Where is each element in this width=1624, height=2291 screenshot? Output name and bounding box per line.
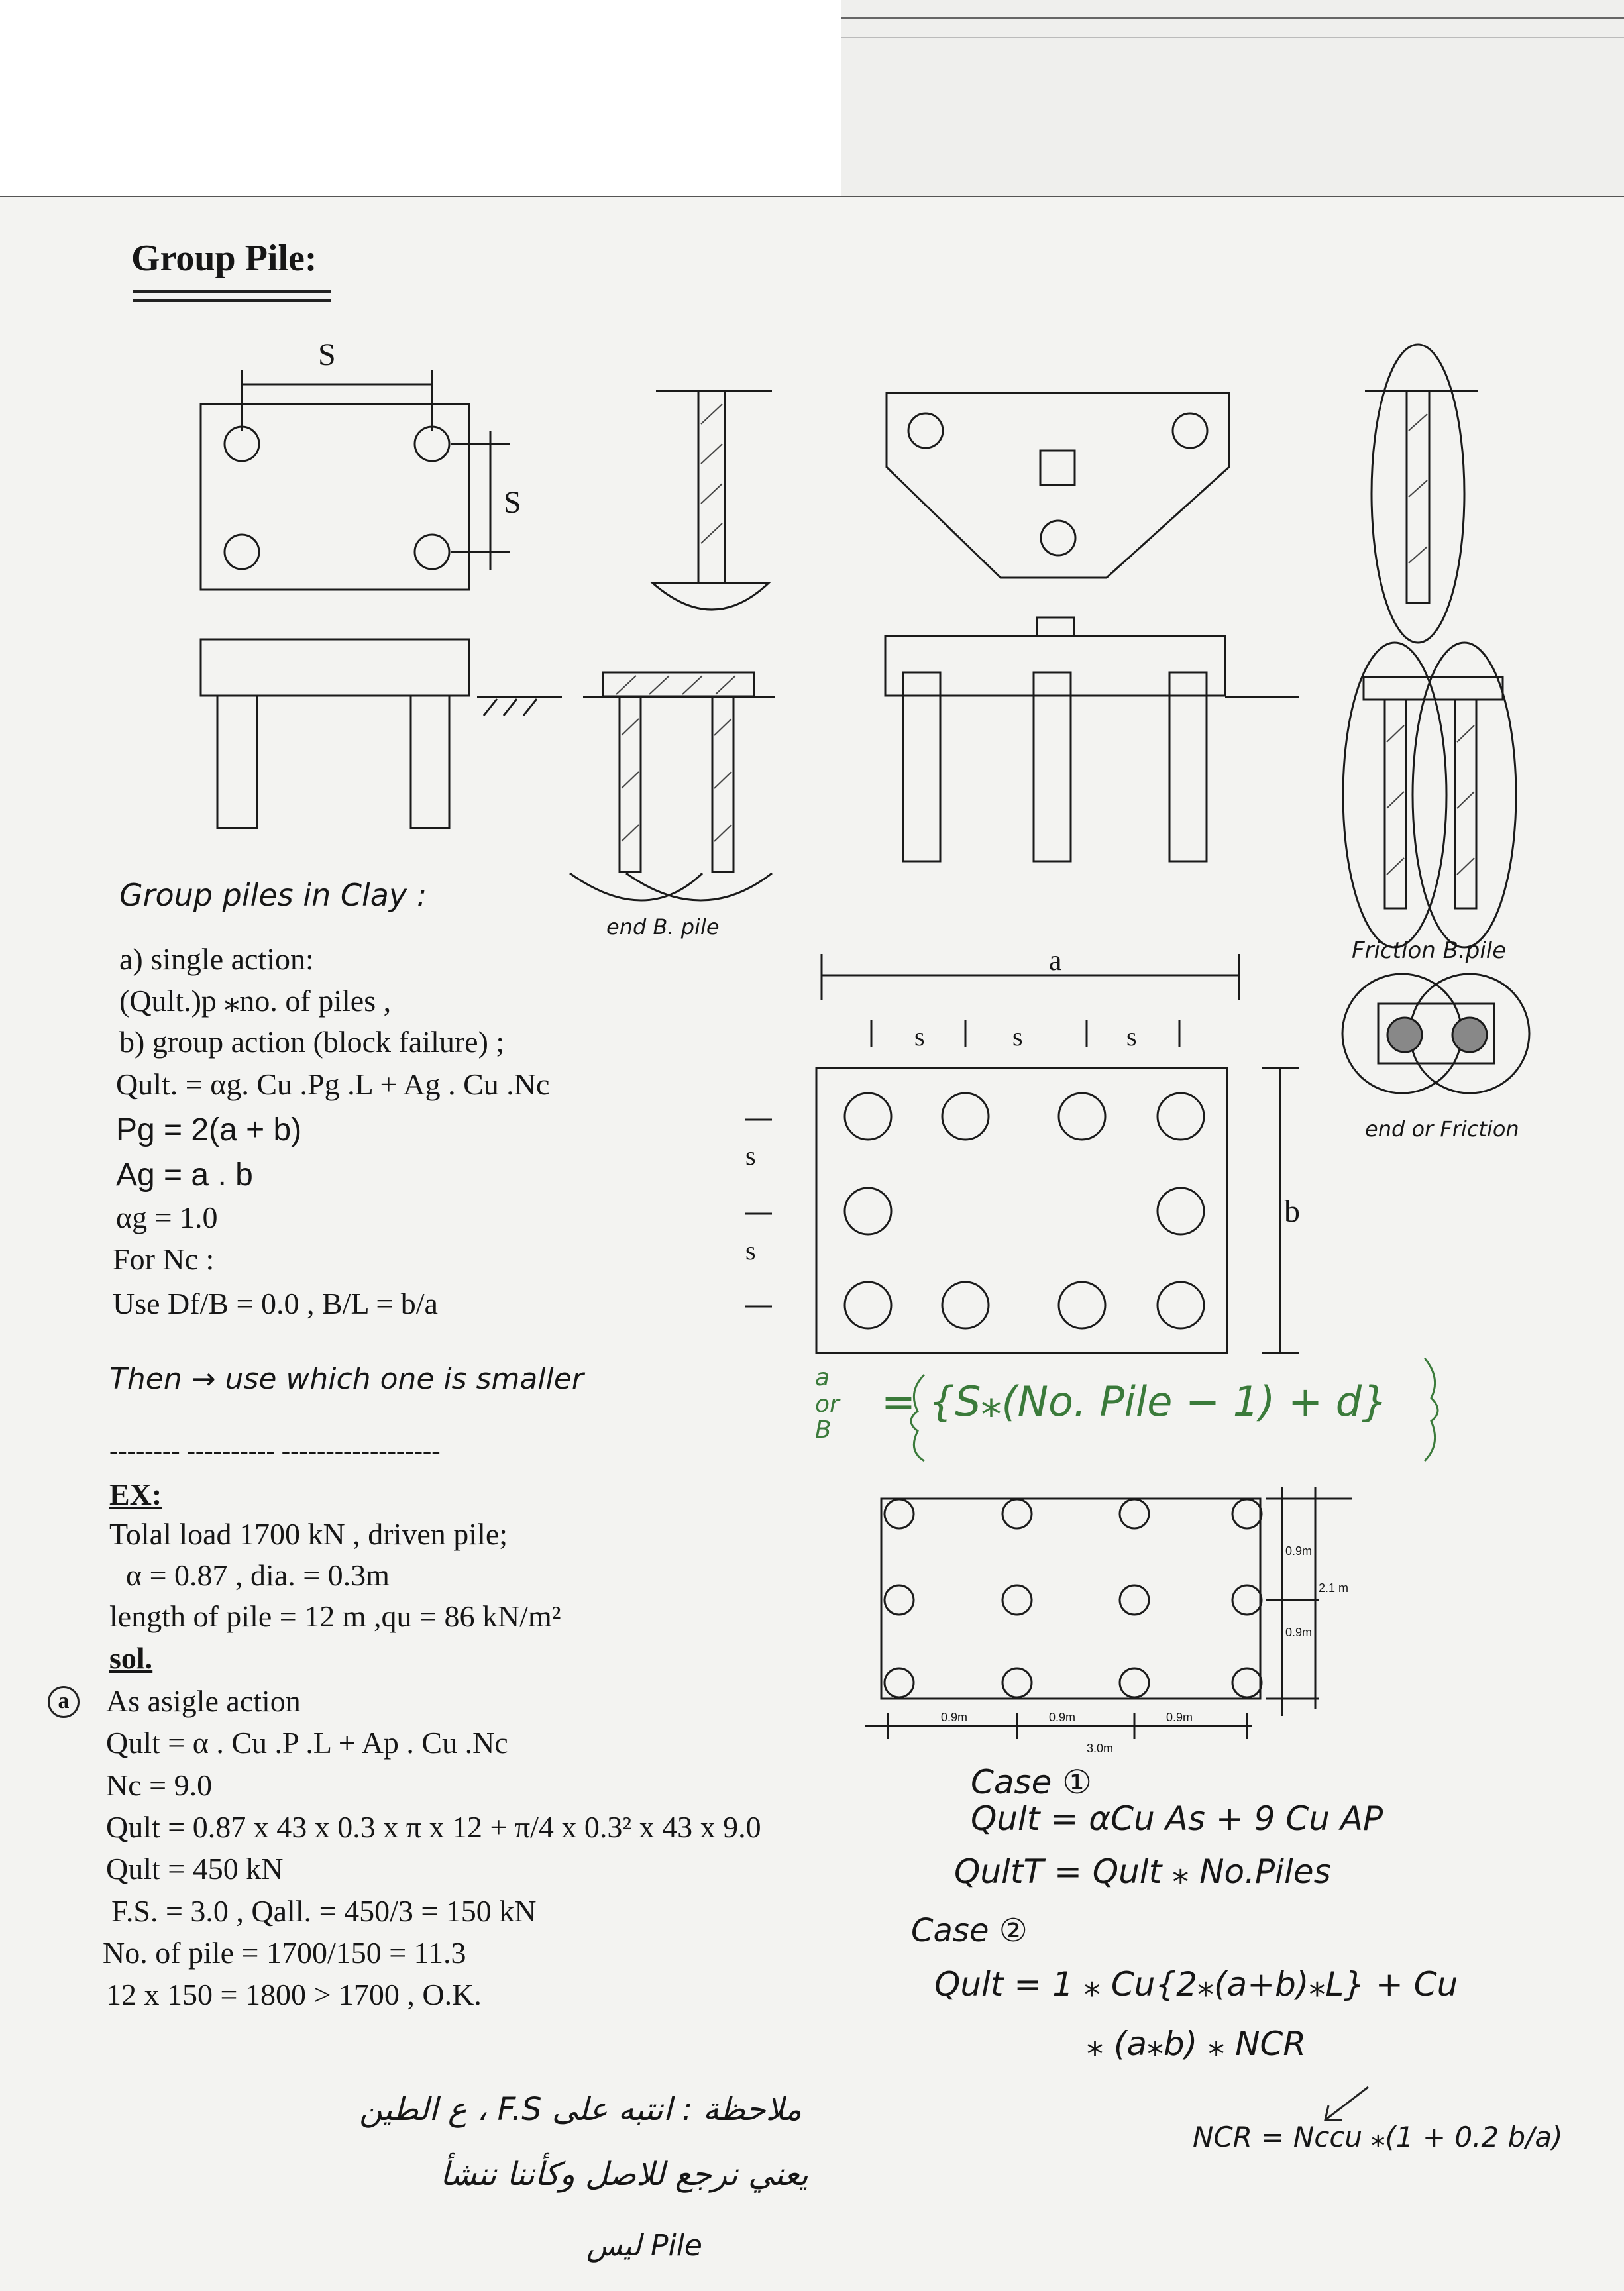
dimension-label: 0.9m (1285, 1544, 1313, 1558)
solution-text: As asigle action (106, 1684, 301, 1718)
solution-text: 12 x 150 = 1800 > 1700 , O.K. (106, 1978, 482, 2011)
clay-heading: Group piles in Clay : (119, 877, 427, 913)
dimension-a-label: a (1049, 944, 1062, 977)
case-label: Case ② (911, 1912, 1028, 1949)
pile-circle (225, 535, 259, 569)
pile-circle (415, 427, 449, 461)
handwritten-note: Then → use which one is smaller (109, 1362, 584, 1396)
dimension-b-label: b (1284, 1194, 1300, 1229)
handwritten-formula: Qult = αCu As + 9 Cu AP (971, 1799, 1383, 1838)
clay-formula: Ag = a . b (116, 1157, 253, 1193)
friction-pile-label: Friction B.pile (1352, 937, 1507, 964)
solution-formula: Qult = α . Cu .P .L + Ap . Cu .Nc (106, 1726, 508, 1760)
dimension-label: 0.9m (1166, 1711, 1193, 1724)
example-text: α = 0.87 , dia. = 0.3m (126, 1558, 390, 1592)
pile-circle (415, 535, 449, 569)
arabic-note: ملاحظة : انتبه على F.S ، ع الطين (359, 2091, 802, 2128)
example-label: EX: (109, 1477, 162, 1511)
clay-text: For Nc : (113, 1242, 215, 1276)
handwritten-formula: NCR = Nccu ⁎(1 + 0.2 b/a) (1193, 2121, 1563, 2153)
spacing-label: s (1126, 1022, 1137, 1051)
solution-label: sol. (109, 1641, 153, 1675)
pile-cap-plan (201, 404, 469, 590)
example-text: Tolal load 1700 kN , driven pile; (109, 1517, 508, 1551)
spacing-label: S (504, 485, 521, 520)
page-title: Group Pile: (131, 238, 317, 279)
spacing-label: s (745, 1141, 756, 1171)
case-label: Case ① (971, 1763, 1093, 1801)
dimension-label: 3.0m (1087, 1742, 1114, 1755)
clay-text: b) group action (block failure) ; (119, 1025, 505, 1059)
solution-formula: Qult = 0.87 x 43 x 0.3 x π x 12 + π/4 x 0.3² x 43 x 9.0 (106, 1810, 761, 1844)
end-or-friction-label: end or Friction (1365, 1116, 1519, 1142)
green-note-formula: = {S⁎(No. Pile − 1) + d} (881, 1377, 1388, 1426)
spacing-label: S (318, 337, 336, 372)
dimension-label: 2.1 m (1319, 1581, 1349, 1595)
handwritten-formula: ⁎ (a⁎b) ⁎ NCR (1087, 2025, 1307, 2063)
dimension-label: 0.9m (1285, 1626, 1313, 1639)
clay-formula: Qult. = αg. Cu .Pg .L + Ag . Cu .Nc (116, 1067, 550, 1101)
green-note-label: a or B (815, 1364, 839, 1444)
spacing-label: s (914, 1022, 925, 1051)
clay-text: Use Df/B = 0.0 , B/L = b/a (113, 1287, 438, 1320)
marker-a: a (48, 1686, 80, 1718)
dimension-label: 0.9m (1049, 1711, 1076, 1724)
dimension-label: 0.9m (941, 1711, 968, 1724)
handwritten-formula: QultT = Qult ⁎ No.Piles (954, 1852, 1331, 1891)
example-text: length of pile = 12 m ,qu = 86 kN/m² (109, 1599, 561, 1633)
clay-text: a) single action: (119, 942, 314, 976)
spacing-label: s (1012, 1022, 1023, 1051)
clay-text: (Qult.)p ⁎no. of piles , (119, 984, 392, 1018)
clay-formula: Pg = 2(a + b) (116, 1112, 302, 1147)
solution-text: F.S. = 3.0 , Qall. = 450/3 = 150 kN (111, 1894, 537, 1928)
divider-dashes: -------- ---------- ------------------ (109, 1436, 441, 1465)
handwritten-formula: Qult = 1 ⁎ Cu{2⁎(a+b)⁎L} + Cu (934, 1965, 1458, 2003)
solution-text: Qult = 450 kN (106, 1852, 284, 1886)
end-bearing-label: end B. pile (606, 914, 720, 939)
arabic-note: Pile ليس (586, 2229, 702, 2263)
solution-text: No. of pile = 1700/150 = 11.3 (103, 1936, 466, 1970)
solution-text: Nc = 9.0 (106, 1768, 213, 1802)
pile-circle (225, 427, 259, 461)
clay-formula: αg = 1.0 (116, 1200, 218, 1234)
spacing-label: s (745, 1236, 756, 1265)
arabic-note: يعني نرجع للاصل وكأننا ننشأ (440, 2156, 808, 2193)
